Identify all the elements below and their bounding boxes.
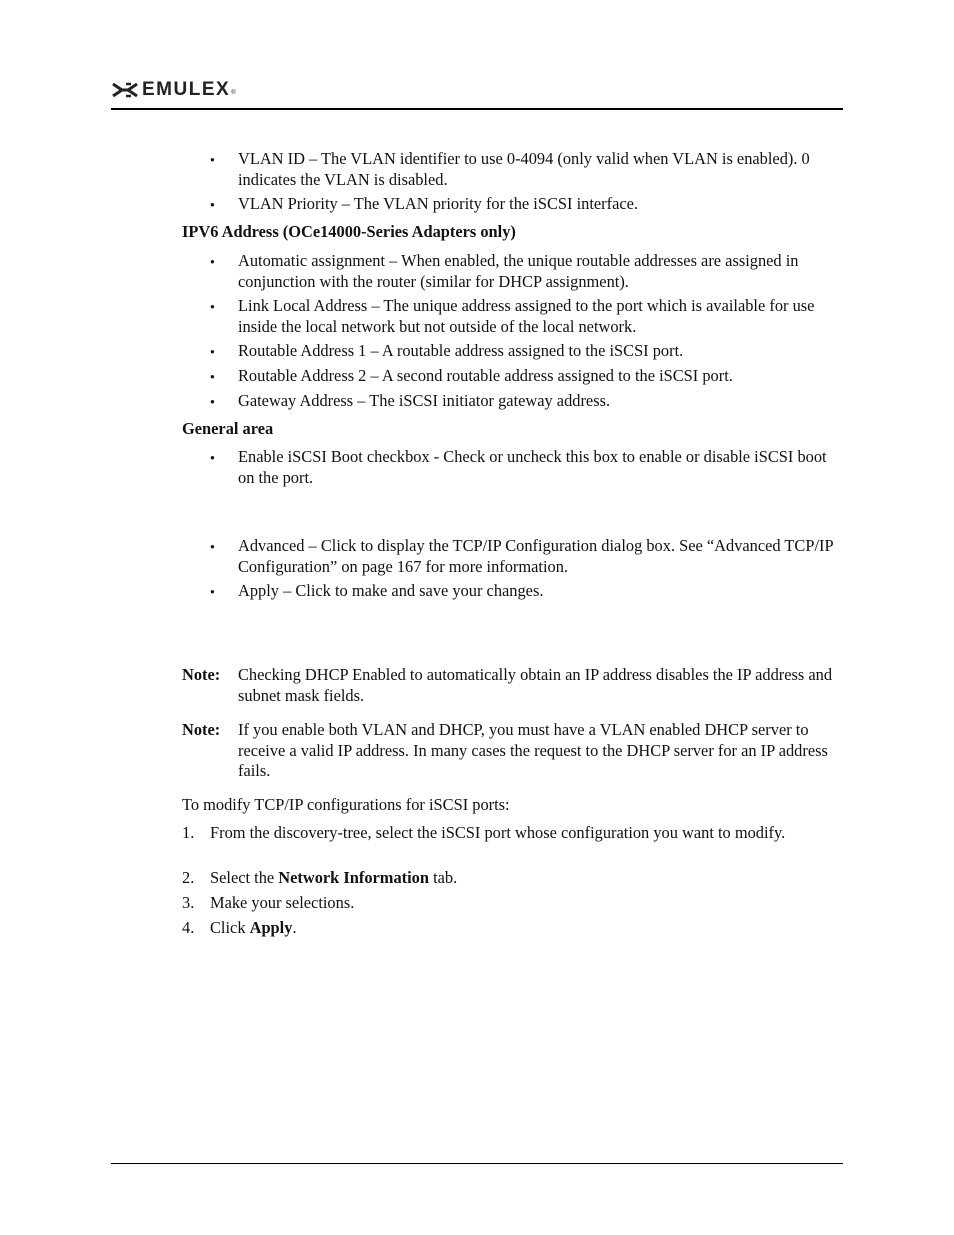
step-number: 4. — [182, 918, 195, 937]
list-item: ● Advanced – Click to display the TCP/IP Configuration dialog box. See “Advanced TCP/IP Configuration” on page 167 for more information. — [238, 536, 838, 577]
step-number: 2. — [182, 868, 195, 887]
list-item: ● Automatic assignment – When enabled, the unique routable addresses are assigned in conjunction with the router (similar for DHCP assignment). — [238, 251, 838, 292]
trademark-symbol: ® — [231, 90, 236, 96]
step-number: 3. — [182, 893, 195, 912]
list-item: ● Apply – Click to make and save your changes. — [238, 581, 838, 602]
note-text: Checking DHCP Enabled to automatically obtain an IP address disables the IP address and subnet mask fields. — [238, 665, 833, 705]
list-item: ● Routable Address 1 – A routable address assigned to the iSCSI port. — [238, 341, 838, 362]
step-text: Make your selections. — [210, 893, 355, 912]
footer-rule — [111, 1163, 843, 1164]
list-item: ● VLAN Priority – The VLAN priority for the iSCSI interface. — [238, 194, 838, 215]
step-number: 1. — [182, 823, 195, 842]
brand-name: EMULEX — [142, 78, 231, 100]
header-rule — [111, 108, 843, 110]
procedure-intro: To modify TCP/IP configurations for iSCSI ports: — [182, 795, 510, 814]
emulex-mark-icon — [112, 82, 138, 98]
ipv6-heading: IPV6 Address (OCe14000-Series Adapters only) — [182, 222, 516, 241]
step-text: Click Apply. — [210, 918, 297, 937]
step-text: From the discovery-tree, select the iSCSI port whose configuration you want to modify. — [210, 823, 786, 842]
note-text: If you enable both VLAN and DHCP, you must have a VLAN enabled DHCP server to receive a valid IP address. In many cases the request to the DHCP server for an IP address fails. — [238, 720, 828, 780]
list-item: ● Gateway Address – The iSCSI initiator gateway address. — [238, 391, 838, 412]
list-item: ● Enable iSCSI Boot checkbox - Check or uncheck this box to enable or disable iSCSI boot on the port. — [238, 447, 838, 488]
note-label: Note: — [182, 665, 221, 684]
list-item: ● VLAN ID – The VLAN identifier to use 0-4094 (only valid when VLAN is enabled). 0 indicates the VLAN is disabled. — [238, 149, 838, 190]
list-item: ● Routable Address 2 – A second routable address assigned to the iSCSI port. — [238, 366, 838, 387]
general-heading: General area — [182, 419, 274, 438]
note-label: Note: — [182, 720, 221, 739]
list-item: ● Link Local Address – The unique address assigned to the port which is available for use inside the local network but not outside of the local network. — [238, 296, 838, 337]
step-text: Select the Network Information tab. — [210, 868, 458, 887]
emulex-logo — [112, 80, 236, 100]
